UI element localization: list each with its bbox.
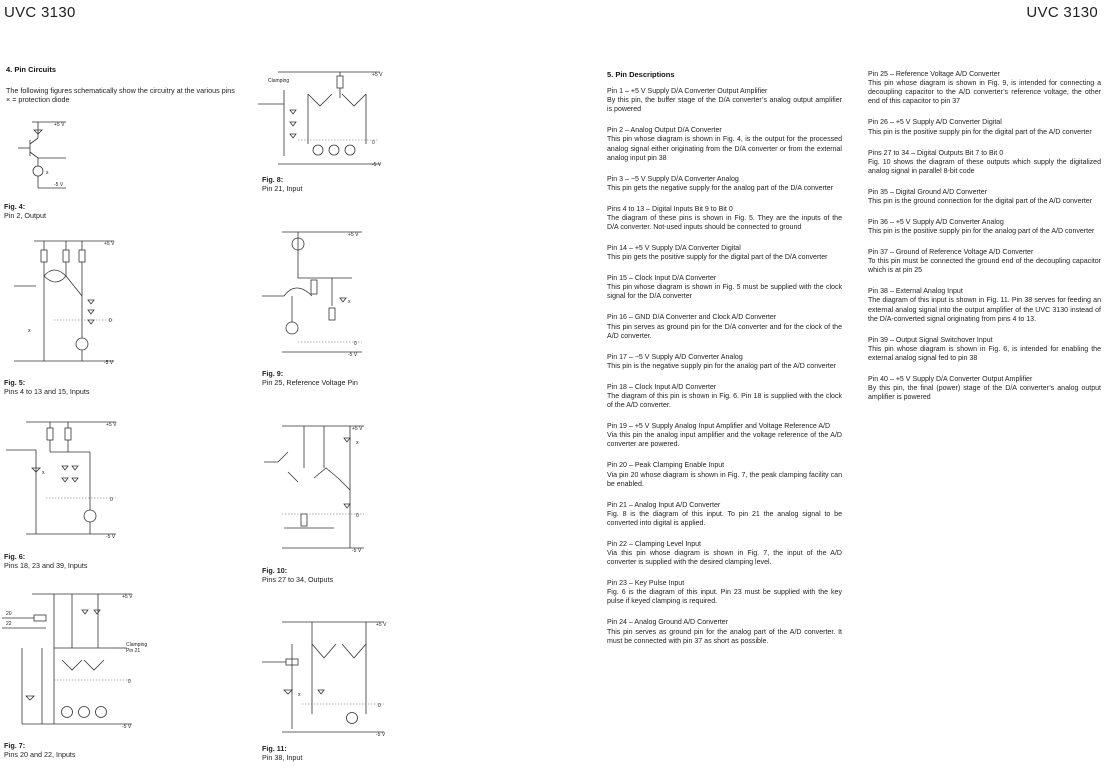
svg-text:Pin 21: Pin 21 (126, 648, 141, 654)
fig-10-caption (262, 566, 333, 584)
pin-body: This pin gets the negative supply for the analog part of the D/A converter (607, 184, 834, 192)
fig-6-text: Pins 18, 23 and 39, Inputs (4, 561, 88, 571)
svg-text:0: 0 (372, 140, 375, 146)
pin-title: Pin 24 – Analog Ground A/D Converter (607, 619, 729, 627)
pin-body: The diagram of this pin is shown in Fig. 6. Pin 18 is supplied with the clock of the A/D converter. (607, 392, 842, 410)
x-label: x (46, 170, 49, 176)
pin-title: Pin 16 – GND D/A Converter and Clock A/D Converter (607, 314, 777, 322)
fig-9-caption (262, 369, 358, 387)
pin-entry (607, 353, 842, 371)
pin-title: Pin 2 – Analog Output D/A Converter (607, 127, 722, 135)
fig-9-diagram (262, 226, 372, 361)
fig-4-label: Fig. 4: (4, 202, 26, 211)
svg-text:-5 V: -5 V (372, 162, 382, 168)
pin-entry (607, 313, 842, 340)
pin-body: This pin whose diagram is shown in Fig. 6, is intended for enabling the external analog signal fed to pin 38 (868, 345, 1101, 363)
pin-body: Fig. 10 shows the diagram of these outputs which supply the digitalized analog signal in parallel 8-bit code (868, 158, 1101, 175)
fig-11-diagram (262, 614, 392, 739)
pin-entry (607, 244, 842, 262)
fig-10-text: Pins 27 to 34, Outputs (262, 575, 334, 585)
pin-title: Pin 15 – Clock Input D/A Converter (607, 275, 717, 283)
pin-title: Pin 23 – Key Pulse Input (607, 580, 685, 588)
fig-8-label: Fig. 8: (262, 175, 284, 184)
svg-text:20: 20 (6, 611, 12, 617)
pin-descriptions-column-1 (607, 87, 842, 646)
running-head-left: UVC 3130 (4, 4, 76, 21)
fig-5-diagram (14, 236, 124, 371)
pin-entry (607, 422, 842, 449)
fig-7-caption (4, 741, 76, 759)
svg-text:+5 V: +5 V (122, 594, 133, 600)
pin-body: By this pin, the buffer stage of the D/A converter’s analog output amplifier is powered (607, 97, 842, 114)
svg-text:0: 0 (109, 318, 112, 324)
pin-entry (868, 70, 1101, 107)
fig-4-diagram (10, 116, 70, 196)
fig-4-text: Pin 2, Output (4, 211, 46, 221)
fig-9-label: Fig. 9: (262, 369, 284, 378)
svg-text:0: 0 (356, 513, 359, 519)
svg-text:+5 V: +5 V (348, 232, 359, 238)
pin-body: Via this pin the analog input amplifier and the voltage reference of the A/D converter are powered. (607, 432, 842, 449)
pin-entry (607, 126, 842, 163)
pin-entry (868, 218, 1101, 236)
fig-6-label: Fig. 6: (4, 552, 26, 561)
fig-4-caption (4, 202, 46, 220)
svg-text:-5 V: -5 V (352, 548, 362, 554)
pin-body: This pin whose diagram is shown in Fig. 4, is the output for the processed analog signal either originating from the D/A converter or from the external analog input pin 38 (607, 136, 842, 162)
pin-body: This pin is the positive supply pin for the analog part of the A/D converter (868, 228, 1095, 236)
pin-title: Pins 4 to 13 – Digital Inputs Bit 9 to Bit 0 (607, 205, 733, 213)
pin-title: Pin 39 – Output Signal Switchover Input (868, 336, 993, 344)
pin-entry (868, 336, 1101, 363)
pin-title: Pin 26 – +5 V Supply A/D Converter Digital (868, 119, 1002, 127)
svg-text:x: x (356, 440, 359, 446)
pin-body: Via pin 20 whose diagram is shown in Fig. 7, the peak clamping facility can be enabled. (607, 471, 842, 488)
plus5-label: +5 V (54, 122, 65, 128)
pin-body: This pin whose diagram is shown in Fig. 5 must be supplied with the clock signal for the D/A converter (607, 284, 842, 301)
svg-text:x: x (298, 692, 301, 698)
pin-body: This pin gets the positive supply for the digital part of the D/A converter (607, 254, 828, 262)
pin-title: Pin 38 – External Analog Input (868, 288, 963, 296)
pin-entry (868, 188, 1101, 206)
fig-5-caption (4, 378, 90, 396)
pin-entry (607, 87, 842, 114)
pin-title: Pin 1 – +5 V Supply D/A Converter Output Amplifier (607, 88, 768, 95)
fig-9-text: Pin 25, Reference Voltage Pin (262, 378, 358, 388)
pin-entry (607, 175, 842, 193)
svg-text:0: 0 (354, 341, 357, 347)
svg-text:x: x (28, 328, 31, 334)
svg-text:+5 V: +5 V (372, 72, 383, 78)
fig-11-label: Fig. 11: (262, 744, 287, 753)
pin-body: Fig. 8 is the diagram of this input. To pin 21 the analog signal to be converted into digital is applied. (607, 510, 842, 527)
pin-title: Pin 40 – +5 V Supply D/A Converter Output Amplifier (868, 375, 1033, 383)
pin-entry (868, 375, 1101, 402)
pin-entry (868, 287, 1101, 324)
svg-text:-5 V: -5 V (106, 534, 116, 540)
fig-8-diagram (258, 64, 388, 169)
pin-title: Pin 19 – +5 V Supply Analog Input Amplifier and Voltage Reference A/D (607, 423, 831, 431)
running-head-right: UVC 3130 (1026, 4, 1098, 21)
svg-text:0: 0 (110, 497, 113, 503)
pin-entry (607, 205, 842, 232)
pin-body: To this pin must be connected the ground end of the decoupling capacitor which is at pin 25 (868, 258, 1101, 275)
svg-text:+5 V: +5 V (104, 241, 115, 247)
pin-title: Pin 21 – Analog Input A/D Converter (607, 501, 721, 509)
pin-entry (607, 540, 842, 567)
svg-text:-5 V: -5 V (104, 360, 114, 366)
pin-entry (607, 501, 842, 528)
pin-title: Pin 20 – Peak Clamping Enable Input (607, 462, 725, 470)
pin-body: This pin serves as ground pin for the D/A converter and for the clock of the A/D converter. (607, 323, 842, 340)
pin-entry (607, 274, 842, 301)
pin-entry (868, 248, 1101, 275)
svg-text:+5 V: +5 V (106, 422, 117, 428)
pin-entry (607, 579, 842, 606)
pin-title: Pin 17 – −5 V Supply A/D Converter Analog (607, 353, 743, 361)
pin-entry (868, 118, 1101, 136)
section-4-intro: The following figures schematically show the circuitry at the various pins × = protection diode (6, 86, 235, 105)
fig-6-diagram (6, 412, 126, 542)
section-5-title: 5. Pin Descriptions (607, 70, 675, 79)
svg-text:22: 22 (6, 621, 12, 627)
fig-7-label: Fig. 7: (4, 741, 26, 750)
pin-body: Fig. 6 is the diagram of this input. Pin 23 must be supplied with the key pulse if keyed clamping is required. (607, 589, 842, 606)
fig-8-caption (262, 175, 302, 193)
pin-body: Via this pin whose diagram is shown in Fig. 7, the input of the A/D converter is supplied with the desired clamping level. (607, 550, 842, 567)
pin-entry (607, 618, 842, 645)
pin-title: Pin 22 – Clamping Level Input (607, 540, 702, 548)
pin-title: Pins 27 to 34 – Digital Outputs Bit 7 to Bit 0 (868, 149, 1004, 157)
pin-title: Pin 37 – Ground of Reference Voltage A/D Converter (868, 249, 1034, 257)
section-4-title: 4. Pin Circuits (6, 65, 57, 74)
pin-entry (868, 149, 1101, 176)
fig-7-diagram (2, 588, 152, 736)
pin-title: Pin 35 – Digital Ground A/D Converter (868, 188, 988, 196)
svg-text:x: x (348, 299, 351, 305)
svg-text:+5 V: +5 V (376, 622, 387, 628)
fig-5-label: Fig. 5: (4, 378, 26, 387)
pin-entry (607, 383, 842, 410)
pin-title: Pin 3 – −5 V Supply D/A Converter Analog (607, 175, 739, 183)
pin-body: This pin is the ground connection for the digital part of the A/D converter (868, 197, 1093, 205)
fig-5-text: Pins 4 to 13 and 15, Inputs (4, 387, 90, 397)
pin-body: The diagram of these pins is shown in Fig. 5. They are the inputs of the D/A converter. Not-used inputs should be connected to ground (607, 214, 842, 232)
svg-text:x: x (42, 470, 45, 476)
pin-body: This pin serves as ground pin for the analog part of the A/D converter. It must be connected with pin 37 as short as possible. (607, 628, 842, 645)
pin-title: Pin 18 – Clock Input A/D Converter (607, 383, 717, 391)
pin-body: By this pin, the final (power) stage of the D/A converter’s analog output amplifier is powered (868, 385, 1101, 402)
pin-body: This pin is the positive supply pin for the digital part of the A/D converter (868, 128, 1092, 136)
pin-body: This pin whose diagram is shown in Fig. 9, is intended for connecting a decoupling capacitor to the A/D converter’s reference voltage, the other end of this capacitor to pin 37 (868, 80, 1101, 106)
svg-text:-5 V: -5 V (376, 732, 386, 738)
pin-title: Pin 36 – +5 V Supply A/D Converter Analog (868, 218, 1004, 226)
svg-text:-5 V: -5 V (122, 724, 132, 730)
pin-title: Pin 25 – Reference Voltage A/D Converter (868, 71, 1001, 78)
fig-10-diagram (264, 418, 374, 558)
pin-title: Pin 14 – +5 V Supply D/A Converter Digital (607, 245, 741, 253)
fig-6-caption (4, 552, 88, 570)
pin-descriptions-column-2 (868, 70, 1101, 402)
svg-text:Clamping: Clamping (268, 78, 290, 84)
fig-11-text: Pin 38, Input (262, 753, 303, 763)
svg-text:0: 0 (128, 679, 131, 685)
fig-8-text: Pin 21, Input (262, 184, 303, 194)
fig-11-caption (262, 744, 302, 762)
pin-body: This pin is the negative supply pin for the analog part of the A/D converter (607, 362, 837, 370)
svg-text:+5 V: +5 V (352, 426, 363, 432)
svg-text:Clamping: Clamping (126, 642, 148, 648)
svg-text:-5 V: -5 V (348, 352, 358, 358)
svg-text:0: 0 (378, 703, 381, 709)
fig-7-text: Pins 20 and 22, Inputs (4, 750, 76, 760)
fig-10-label: Fig. 10: (262, 566, 288, 575)
minus5-label: -5 V (54, 182, 64, 188)
pin-body: The diagram of this input is shown in Fig. 11. Pin 38 serves for feeding an external analog signal into the output amplifier of the UVC 3130 instead of the D/A-converted signal originating from pins 4 to 13. (868, 297, 1101, 323)
pin-entry (607, 461, 842, 488)
